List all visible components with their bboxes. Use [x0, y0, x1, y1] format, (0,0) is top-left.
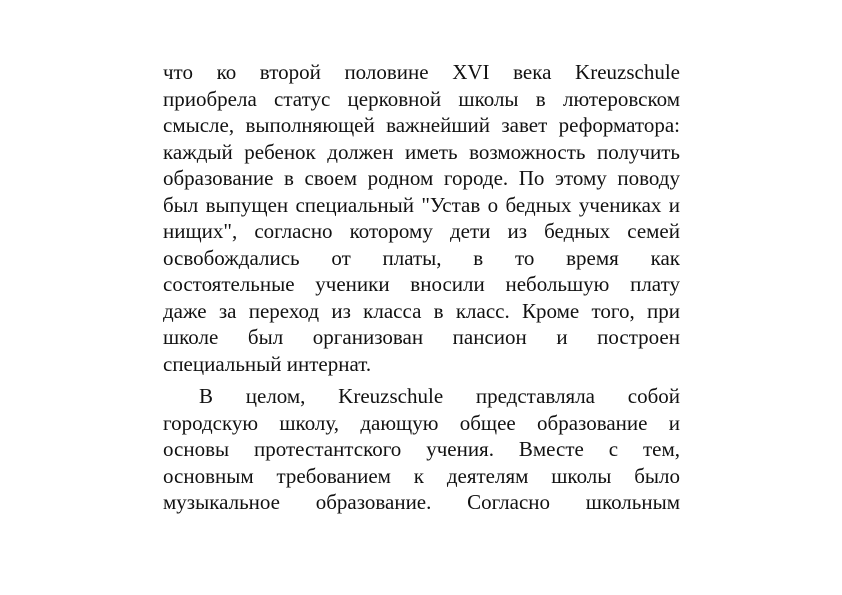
- text-line: нищих", согласно которому дети из бедных семей: [163, 219, 680, 243]
- document-text: [163, 59, 680, 516]
- paragraph-2: [163, 383, 680, 516]
- text-line: что ко второй половине XVI века Kreuzschule: [163, 60, 680, 84]
- text-line: специальный интернат.: [163, 351, 372, 376]
- text-line: даже за переход из класса в класс. Кроме того, при: [163, 298, 680, 323]
- text-line: образование в своем родном городе. По этому поводу: [163, 166, 680, 190]
- text-line: освобождались от платы, в то время как: [163, 245, 680, 270]
- text-line: состоятельные ученики вносили небольшую плату: [163, 272, 680, 296]
- text-line: школе был организован пансион и построен: [163, 325, 680, 349]
- paragraph-1: [163, 59, 680, 377]
- text-line: приобрела статус церковной школы в лютеровском: [163, 86, 680, 111]
- text-line: музыкальное образование. Согласно школьным: [163, 490, 680, 514]
- text-line: городскую школу, дающую общее образование и: [163, 410, 680, 435]
- text-line: был выпущен специальный "Устав о бедных учениках и: [163, 192, 680, 217]
- text-line: смысле, выполняющей важнейший завет реформатора:: [163, 113, 680, 137]
- text-line: каждый ребенок должен иметь возможность получить: [163, 139, 680, 164]
- text-line: основным требованием к деятелям школы было: [163, 463, 680, 488]
- text-line: В целом, Kreuzschule представляла собой: [199, 384, 680, 408]
- text-line: основы протестантского учения. Вместе с тем,: [163, 437, 680, 461]
